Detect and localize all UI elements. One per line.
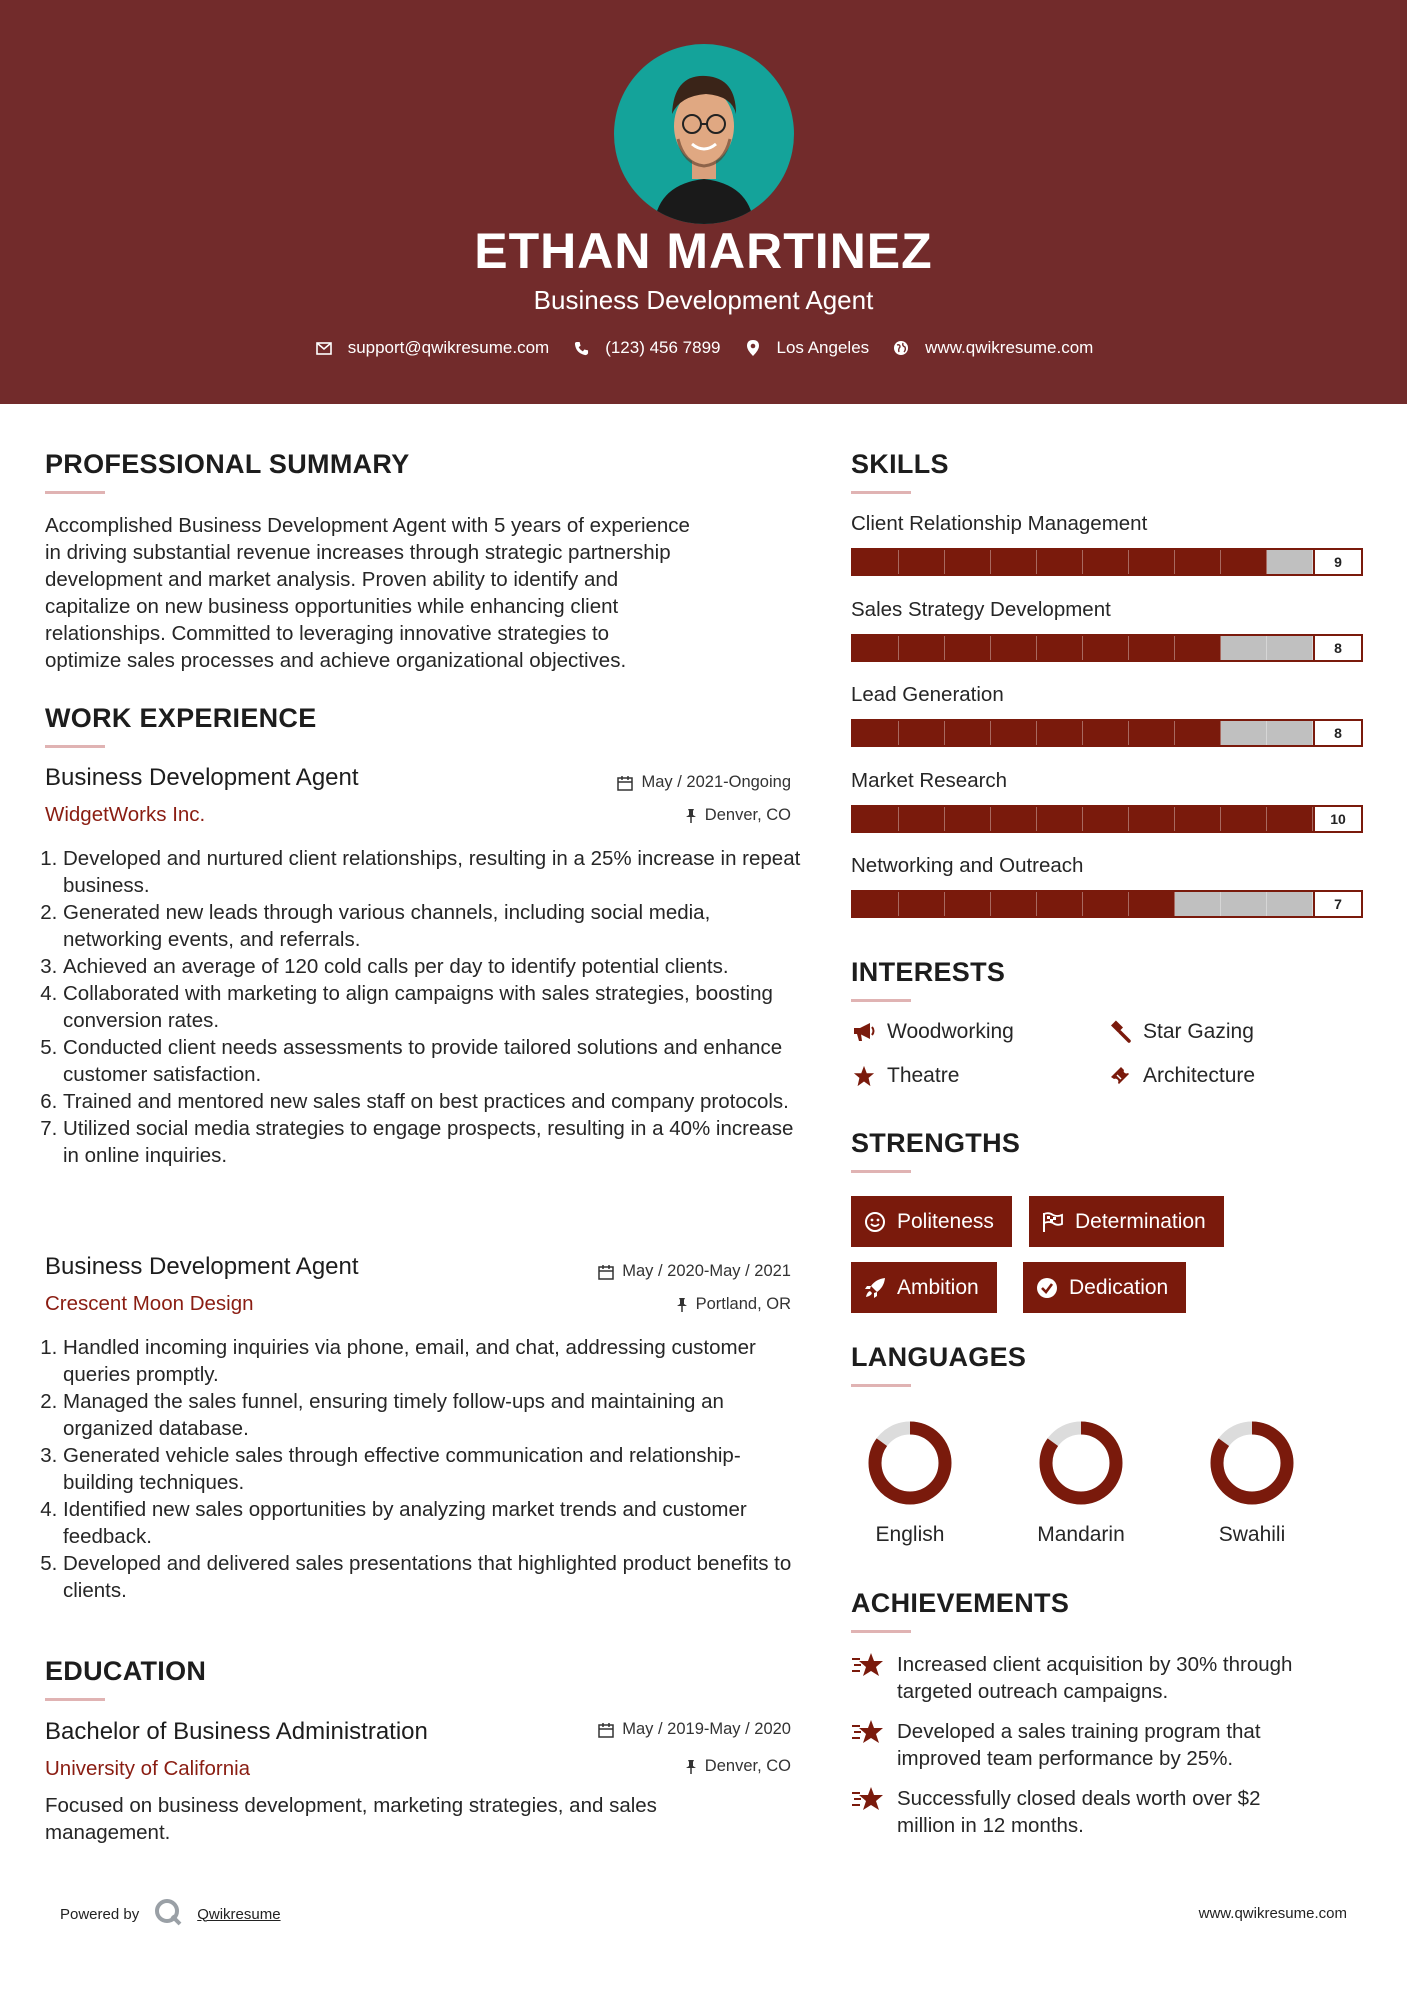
skill-bar-fill-segment bbox=[1267, 807, 1313, 831]
ticket-icon bbox=[1107, 1063, 1133, 1089]
company-name: WidgetWorks Inc. bbox=[45, 803, 206, 826]
strength-chip bbox=[851, 1196, 1012, 1247]
list-item: 1. Handled incoming inquiries via phone, email, and chat, addressing customer queries promptly. bbox=[63, 1334, 805, 1388]
interest-label: Theatre bbox=[887, 1064, 960, 1087]
skill-label: Sales Strategy Development bbox=[851, 597, 1111, 621]
strength-label: Dedication bbox=[1069, 1275, 1169, 1299]
company-name: Crescent Moon Design bbox=[45, 1292, 254, 1315]
skill-level-number: 9 bbox=[1313, 550, 1361, 574]
education-dates-text: May / 2019-May / 2020 bbox=[622, 1720, 791, 1738]
pin-icon bbox=[685, 1759, 697, 1774]
footer-website[interactable]: www.qwikresume.com bbox=[1198, 1905, 1347, 1922]
candidate-role: Business Development Agent bbox=[533, 285, 874, 315]
achievement-line: Increased client acquisition by 30% through bbox=[897, 1653, 1293, 1676]
job-location-text: Denver, CO bbox=[704, 806, 791, 824]
job-title: Business Development Agent bbox=[45, 1253, 359, 1280]
summary-line: Accomplished Business Development Agent with 5 years of experience bbox=[45, 514, 690, 537]
summary-line: relationships. Committed to leveraging innovative strategies to bbox=[45, 622, 610, 645]
globe-icon bbox=[891, 338, 911, 358]
school-name: University of California bbox=[45, 1757, 251, 1780]
skill-bar-fill-segment bbox=[945, 892, 991, 916]
education-line: Focused on business development, marketing strategies, and sales bbox=[45, 1794, 657, 1817]
skill-bar-fill-segment bbox=[1129, 550, 1175, 574]
skill-bar-fill-segment bbox=[1129, 636, 1175, 660]
skill-bar-empty-segment bbox=[1267, 636, 1313, 660]
footer-powered-by bbox=[60, 1897, 281, 1931]
skill-bar-fill-segment bbox=[945, 721, 991, 745]
skill-bar-empty-segment bbox=[1221, 892, 1267, 916]
skill-bar-fill-segment bbox=[1221, 550, 1267, 574]
skill-bar-fill-segment bbox=[899, 721, 945, 745]
languages-title: LANGUAGES bbox=[851, 1342, 1027, 1372]
strength-label: Determination bbox=[1075, 1209, 1206, 1233]
skill-bar-fill-segment bbox=[991, 550, 1037, 574]
strength-chip bbox=[1023, 1262, 1186, 1313]
list-item: 6. Trained and mentored new sales staff on best practices and company protocols. bbox=[63, 1088, 805, 1115]
skill-bar-fill-segment bbox=[1175, 721, 1221, 745]
map-marker-icon bbox=[743, 338, 763, 358]
skill-bar bbox=[851, 805, 1363, 833]
skill-bar-fill-segment bbox=[1037, 892, 1083, 916]
skill-bar-fill-segment bbox=[1083, 807, 1129, 831]
skill-bar-empty-segment bbox=[1267, 892, 1313, 916]
skill-bar-empty-segment bbox=[1267, 550, 1313, 574]
skill-bar-fill-segment bbox=[991, 892, 1037, 916]
skill-bar-fill-segment bbox=[1129, 892, 1175, 916]
summary-text bbox=[45, 512, 805, 674]
interest-item bbox=[1107, 1019, 1254, 1045]
education-line: management. bbox=[45, 1821, 171, 1844]
skill-bar-fill-segment bbox=[1083, 550, 1129, 574]
education-description bbox=[45, 1792, 805, 1846]
skill-bar-fill-segment bbox=[853, 550, 899, 574]
skill-bar-fill-segment bbox=[1129, 721, 1175, 745]
list-item: 5. Developed and delivered sales presentations that highlighted product benefits to clients. bbox=[63, 1550, 805, 1604]
skill-level-number: 10 bbox=[1313, 807, 1361, 831]
interests-title: INTERESTS bbox=[851, 957, 1006, 987]
skill-bar-fill-segment bbox=[991, 721, 1037, 745]
skill-bar-fill-segment bbox=[1083, 721, 1129, 745]
education-location-text: Denver, CO bbox=[704, 1757, 791, 1775]
skill-bar-fill-segment bbox=[853, 636, 899, 660]
summary-line: in driving substantial revenue increases through strategic partnership bbox=[45, 541, 671, 564]
list-item: 3. Generated vehicle sales through effective communication and relationship-building techniques. bbox=[63, 1442, 805, 1496]
skill-bar bbox=[851, 548, 1363, 576]
job-location-text: Portland, OR bbox=[695, 1295, 791, 1313]
email-text: support@qwikresume.com bbox=[347, 338, 550, 357]
strength-label: Politeness bbox=[897, 1209, 994, 1233]
skill-bar-fill-segment bbox=[1221, 807, 1267, 831]
language-item bbox=[840, 1418, 980, 1547]
skill-bar-fill-segment bbox=[853, 721, 899, 745]
megaphone-icon bbox=[851, 1019, 877, 1045]
phone-icon bbox=[571, 338, 591, 358]
location-text: Los Angeles bbox=[776, 338, 870, 357]
interest-item bbox=[1107, 1063, 1255, 1089]
language-donut bbox=[1036, 1418, 1126, 1508]
skill-level-number: 7 bbox=[1313, 892, 1361, 916]
achievement-text bbox=[897, 1785, 1261, 1839]
pin-icon bbox=[676, 1297, 688, 1312]
achievements-title: ACHIEVEMENTS bbox=[851, 1588, 1070, 1618]
skills-title: SKILLS bbox=[851, 449, 949, 479]
job-title: Business Development Agent bbox=[45, 764, 359, 791]
language-donut bbox=[865, 1418, 955, 1508]
achievement-line: million in 12 months. bbox=[897, 1814, 1084, 1837]
list-item: 7. Utilized social media strategies to engage prospects, resulting in a 40% increase in online inquiries. bbox=[63, 1115, 805, 1169]
summary-line: optimize sales processes and achieve organizational objectives. bbox=[45, 649, 627, 672]
strength-label: Ambition bbox=[897, 1275, 979, 1299]
skill-bar-fill-segment bbox=[1083, 892, 1129, 916]
interest-label: Woodworking bbox=[887, 1020, 1014, 1043]
skill-bar bbox=[851, 634, 1363, 662]
calendar-icon bbox=[598, 1264, 614, 1280]
skill-bar-fill-segment bbox=[1037, 807, 1083, 831]
degree-title: Bachelor of Business Administration bbox=[45, 1718, 428, 1745]
skill-bar-empty-segment bbox=[1175, 892, 1221, 916]
skill-bar-fill-segment bbox=[1083, 636, 1129, 660]
skill-bar-fill-segment bbox=[945, 550, 991, 574]
skill-bar-fill-segment bbox=[1037, 721, 1083, 745]
contact-email[interactable] bbox=[314, 338, 550, 358]
qwikresume-link[interactable]: Qwikresume bbox=[197, 1905, 281, 1923]
language-label: Mandarin bbox=[1037, 1523, 1125, 1546]
skill-bar bbox=[851, 890, 1363, 918]
skill-level-number: 8 bbox=[1313, 721, 1361, 745]
language-item bbox=[1182, 1418, 1322, 1547]
job-bullets bbox=[45, 845, 805, 1169]
contact-location bbox=[743, 338, 870, 358]
skill-bar-empty-segment bbox=[1221, 636, 1267, 660]
skill-bar-empty-segment bbox=[1221, 721, 1267, 745]
summary-line: capitalize on new business opportunities while enhancing client bbox=[45, 595, 619, 618]
skill-bar-fill-segment bbox=[991, 636, 1037, 660]
smile-icon bbox=[863, 1210, 887, 1234]
language-donut bbox=[1207, 1418, 1297, 1508]
interest-label: Architecture bbox=[1143, 1064, 1256, 1087]
check-circle-icon bbox=[1035, 1276, 1059, 1300]
list-item: 1. Developed and nurtured client relationships, resulting in a 25% increase in repeat business. bbox=[63, 845, 805, 899]
list-item: 4. Collaborated with marketing to align campaigns with sales strategies, boosting conversion rates. bbox=[63, 980, 805, 1034]
flag-icon bbox=[1041, 1210, 1065, 1234]
skill-bar-fill-segment bbox=[899, 550, 945, 574]
interest-label: Star Gazing bbox=[1143, 1020, 1254, 1043]
list-item: 5. Conducted client needs assessments to provide tailored solutions and enhance customer satisfaction. bbox=[63, 1034, 805, 1088]
list-item: 2. Generated new leads through various channels, including social media, networking events, and referrals. bbox=[63, 899, 805, 953]
skill-bar-fill-segment bbox=[1129, 807, 1175, 831]
job-dates-text: May / 2021-Ongoing bbox=[641, 773, 791, 791]
language-item bbox=[1011, 1418, 1151, 1547]
language-label: Swahili bbox=[1218, 1523, 1286, 1546]
skill-level-number: 8 bbox=[1313, 636, 1361, 660]
job-dates bbox=[500, 1262, 791, 1281]
education-location bbox=[500, 1757, 791, 1776]
achievement-text bbox=[897, 1718, 1261, 1772]
skill-bar-fill-segment bbox=[1175, 807, 1221, 831]
interest-item bbox=[851, 1063, 959, 1089]
skill-label: Lead Generation bbox=[851, 683, 1004, 706]
star-icon bbox=[851, 1063, 877, 1089]
achievement-line: targeted outreach campaigns. bbox=[897, 1680, 1169, 1703]
achievement-item bbox=[851, 1718, 1261, 1772]
star-badge-icon bbox=[851, 1785, 887, 1815]
strengths-title: STRENGTHS bbox=[851, 1128, 1021, 1158]
achievement-line: improved team performance by 25%. bbox=[897, 1747, 1234, 1770]
job-location bbox=[500, 1295, 791, 1314]
skill-label: Client Relationship Management bbox=[851, 512, 1148, 535]
summary-title: PROFESSIONAL SUMMARY bbox=[45, 449, 410, 479]
calendar-icon bbox=[598, 1722, 614, 1738]
skill-bar-fill-segment bbox=[945, 636, 991, 660]
job-dates-text: May / 2020-May / 2021 bbox=[622, 1262, 791, 1280]
achievement-line: Developed a sales training program that bbox=[897, 1720, 1261, 1743]
job-location bbox=[500, 806, 791, 825]
calendar-icon bbox=[617, 775, 633, 791]
job-dates bbox=[500, 773, 791, 792]
pin-icon bbox=[685, 808, 697, 823]
strength-chip bbox=[1029, 1196, 1224, 1247]
skill-bar-fill-segment bbox=[945, 807, 991, 831]
list-item: 3. Achieved an average of 120 cold calls per day to identify potential clients. bbox=[63, 953, 805, 980]
skill-bar bbox=[851, 719, 1363, 747]
star-badge-icon bbox=[851, 1718, 887, 1748]
star-badge-icon bbox=[851, 1651, 887, 1681]
candidate-name: ETHAN MARTINEZ bbox=[474, 223, 933, 279]
list-item: 4. Identified new sales opportunities by analyzing market trends and customer feedback. bbox=[63, 1496, 805, 1550]
language-label: English bbox=[875, 1523, 945, 1546]
skill-bar-fill-segment bbox=[853, 807, 899, 831]
contact-phone[interactable] bbox=[571, 338, 720, 358]
contact-website[interactable] bbox=[891, 338, 1093, 358]
rocket-icon bbox=[863, 1276, 887, 1300]
skill-bar-fill-segment bbox=[899, 807, 945, 831]
work-title: WORK EXPERIENCE bbox=[45, 703, 317, 733]
skill-label: Networking and Outreach bbox=[851, 854, 1084, 877]
achievement-line: Successfully closed deals worth over $2 bbox=[897, 1787, 1261, 1810]
skill-bar-fill-segment bbox=[991, 807, 1037, 831]
contact-bar bbox=[0, 338, 1407, 358]
achievement-item bbox=[851, 1651, 1292, 1705]
skill-bar-fill-segment bbox=[853, 892, 899, 916]
header bbox=[0, 0, 1407, 404]
skill-bar-fill-segment bbox=[1175, 550, 1221, 574]
education-title: EDUCATION bbox=[45, 1656, 207, 1686]
skill-bar-fill-segment bbox=[1037, 550, 1083, 574]
achievement-text bbox=[897, 1651, 1292, 1705]
profile-photo bbox=[614, 44, 794, 224]
strength-chip bbox=[851, 1262, 997, 1313]
skill-bar-empty-segment bbox=[1267, 721, 1313, 745]
summary-line: development and market analysis. Proven ability to identify and bbox=[45, 568, 619, 591]
education-dates bbox=[500, 1720, 791, 1739]
list-item: 2. Managed the sales funnel, ensuring timely follow-ups and maintaining an organized database. bbox=[63, 1388, 805, 1442]
skill-bar-fill-segment bbox=[1175, 636, 1221, 660]
job-bullets bbox=[45, 1334, 805, 1604]
achievement-item bbox=[851, 1785, 1261, 1839]
powered-by-label: Powered by bbox=[60, 1905, 140, 1923]
phone-text: (123) 456 7899 bbox=[605, 338, 721, 357]
gavel-icon bbox=[1107, 1019, 1133, 1045]
qwikresume-logo-icon bbox=[153, 1897, 183, 1931]
skill-bar-fill-segment bbox=[899, 892, 945, 916]
skill-label: Market Research bbox=[851, 768, 1008, 792]
skill-bar-fill-segment bbox=[899, 636, 945, 660]
envelope-icon bbox=[314, 338, 334, 358]
website-text: www.qwikresume.com bbox=[925, 338, 1094, 357]
interest-item bbox=[851, 1019, 1014, 1045]
skill-bar-fill-segment bbox=[1037, 636, 1083, 660]
